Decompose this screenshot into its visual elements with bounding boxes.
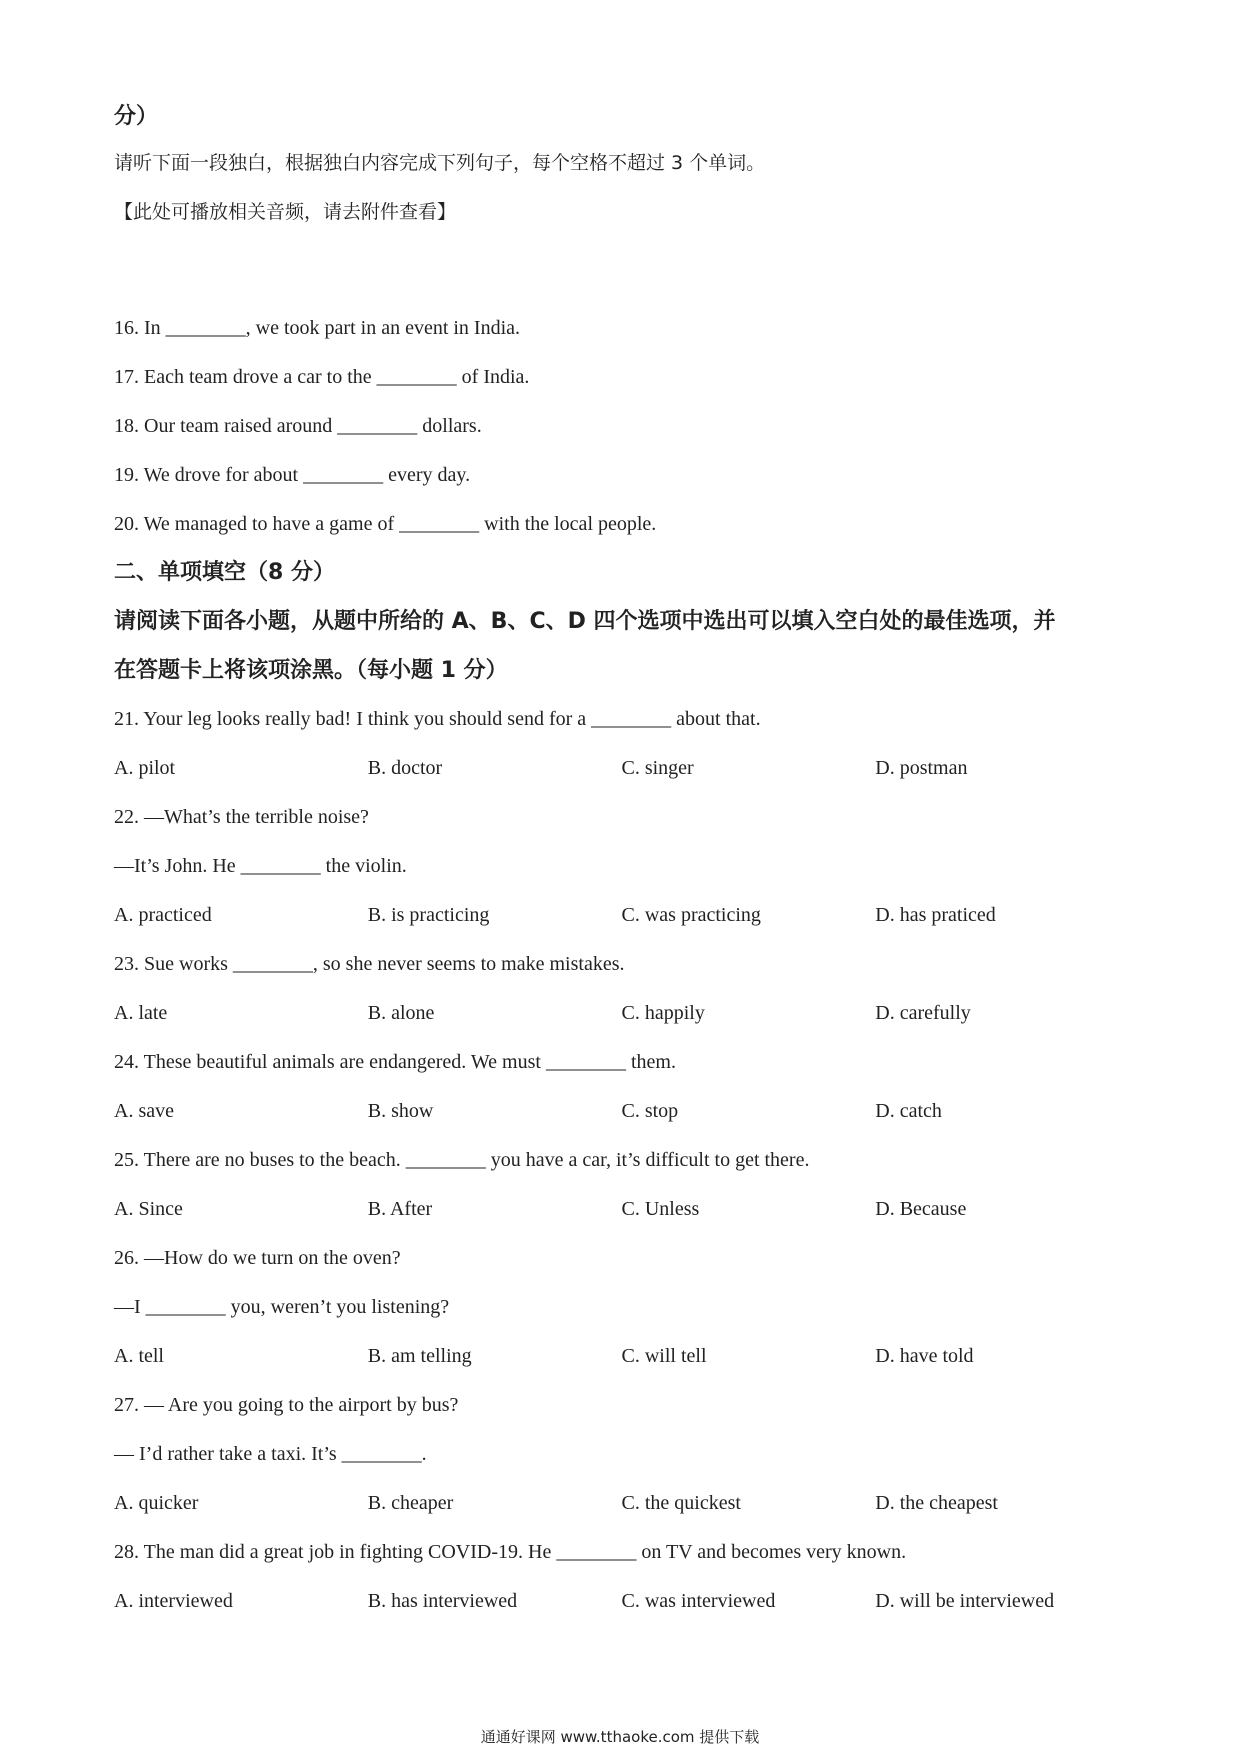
option-c: C. stop <box>621 1100 679 1122</box>
option-c: C. was interviewed <box>621 1590 776 1612</box>
page-footer: 通通好课网 www.tthaoke.com 提供下载 <box>480 1728 760 1746</box>
section-instruction-line2: 在答题卡上将该项涂黑。（每小题 1 分） <box>114 658 508 683</box>
question-23-stem: 23. Sue works ________, so she never seems to make mistakes. <box>114 953 625 975</box>
option-b: B. cheaper <box>367 1492 454 1514</box>
question-22-options <box>114 891 1134 940</box>
option-b: B. show <box>367 1100 434 1122</box>
option-a: A. pilot <box>114 757 176 779</box>
option-a: A. late <box>114 1002 168 1024</box>
question-21-options <box>114 744 1134 793</box>
listening-item-17: 17. Each team drove a car to the ________ of India. <box>114 366 530 388</box>
question-27-options <box>114 1479 1134 1528</box>
option-c: C. will tell <box>621 1345 707 1367</box>
section-heading-continuation: 分） <box>114 104 159 129</box>
option-c: C. was practicing <box>621 904 761 926</box>
question-27-response: — I’d rather take a taxi. It’s ________. <box>114 1443 427 1465</box>
question-22-response: —It’s John. He ________ the violin. <box>114 855 407 877</box>
option-d: D. catch <box>875 1100 942 1122</box>
option-d: D. have told <box>875 1345 974 1367</box>
option-d: D. has praticed <box>875 904 996 926</box>
page-content <box>114 96 1134 1626</box>
question-24-stem: 24. These beautiful animals are endangered. We must ________ them. <box>114 1051 676 1073</box>
option-a: A. Since <box>114 1198 183 1220</box>
option-c: C. the quickest <box>621 1492 741 1514</box>
audio-note: 【此处可播放相关音频，请去附件查看】 <box>114 201 457 223</box>
question-25-options <box>114 1185 1134 1234</box>
option-d: D. postman <box>875 757 968 779</box>
option-b: B. After <box>367 1198 433 1220</box>
option-a: A. practiced <box>114 904 212 926</box>
option-b: B. am telling <box>367 1345 472 1367</box>
question-25-stem: 25. There are no buses to the beach. ________ you have a car, it’s difficult to get there. <box>114 1149 810 1171</box>
listening-item-19: 19. We drove for about ________ every day. <box>114 464 471 486</box>
question-26-options <box>114 1332 1134 1381</box>
question-26-response: —I ________ you, weren’t you listening? <box>114 1296 450 1318</box>
listening-item-16: 16. In ________, we took part in an event in India. <box>114 317 521 339</box>
question-28-stem: 28. The man did a great job in fighting COVID-19. He ________ on TV and becomes very known. <box>114 1541 907 1563</box>
option-c: C. happily <box>621 1002 705 1024</box>
option-b: B. has interviewed <box>367 1590 518 1612</box>
option-b: B. doctor <box>367 757 443 779</box>
section-title: 二、单项填空（8 分） <box>114 560 335 585</box>
question-26-stem: 26. —How do we turn on the oven? <box>114 1247 401 1269</box>
question-22-stem: 22. —What’s the terrible noise? <box>114 806 369 828</box>
listening-instruction: 请听下面一段独白，根据独白内容完成下列句子，每个空格不超过 3 个单词。 <box>114 152 766 174</box>
option-a: A. tell <box>114 1345 164 1367</box>
option-b: B. is practicing <box>367 904 490 926</box>
question-21-stem: 21. Your leg looks really bad! I think you should send for a ________ about that. <box>114 708 761 730</box>
option-a: A. interviewed <box>114 1590 233 1612</box>
question-27-stem: 27. — Are you going to the airport by bus? <box>114 1394 459 1416</box>
option-b: B. alone <box>367 1002 435 1024</box>
question-24-options <box>114 1087 1134 1136</box>
listening-item-18: 18. Our team raised around ________ dollars. <box>114 415 482 437</box>
option-d: D. the cheapest <box>875 1492 998 1514</box>
section-instruction-line1: 请阅读下面各小题，从题中所给的 A、B、C、D 四个选项中选出可以填入空白处的最佳选项，并 <box>114 609 1056 634</box>
question-23-options <box>114 989 1134 1038</box>
question-28-options <box>114 1577 1134 1626</box>
spacer <box>114 236 1134 304</box>
option-d: D. Because <box>875 1198 967 1220</box>
option-c: C. Unless <box>621 1198 700 1220</box>
option-d: D. will be interviewed <box>875 1590 1055 1612</box>
option-a: A. quicker <box>114 1492 199 1514</box>
option-a: A. save <box>114 1100 174 1122</box>
option-d: D. carefully <box>875 1002 971 1024</box>
option-c: C. singer <box>621 757 694 779</box>
listening-item-20: 20. We managed to have a game of ________ with the local people. <box>114 513 657 535</box>
